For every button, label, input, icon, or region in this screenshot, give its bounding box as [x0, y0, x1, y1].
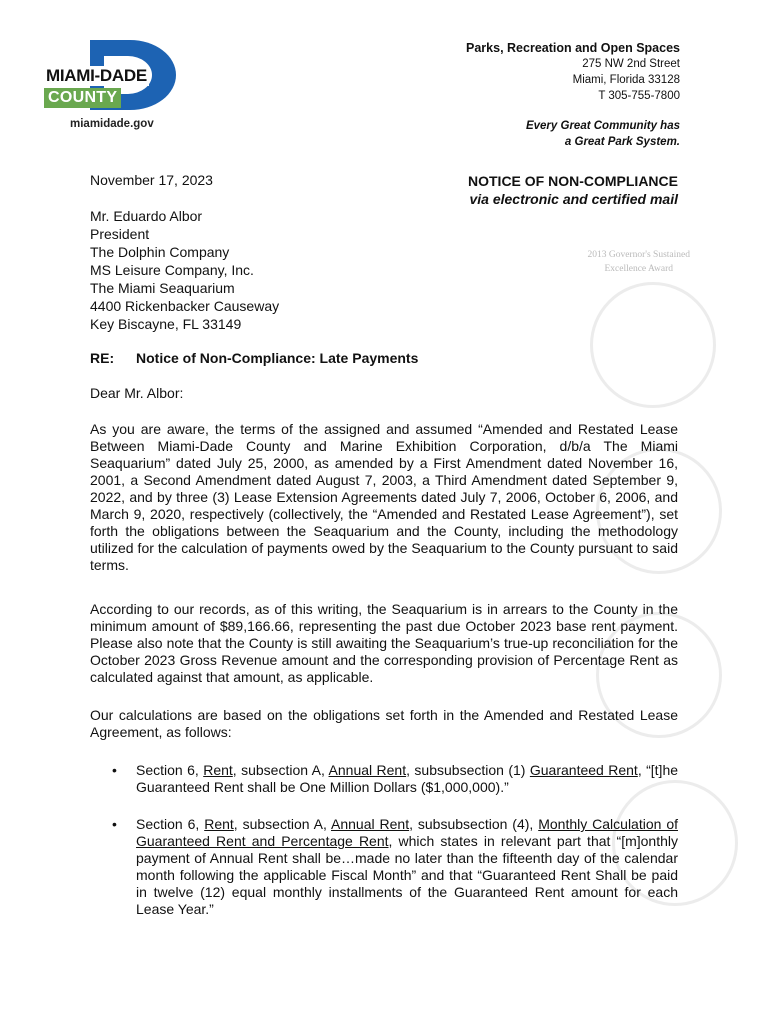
- text-segment: , subsection A,: [232, 762, 329, 778]
- list-item: [112, 816, 678, 918]
- text-segment: , subsubsection (4),: [409, 816, 539, 832]
- department-city: Miami, Florida 33128: [572, 74, 680, 86]
- obligations-list: [112, 762, 678, 938]
- text-segment: , “[t]he Guaranteed Rent shall be One Million Dollars ($1,000,000).”: [136, 762, 679, 795]
- address-line: Mr. Eduardo Albor: [90, 208, 203, 224]
- text-segment: , subsection A,: [233, 816, 332, 832]
- tagline: [526, 118, 680, 150]
- letter-date: November 17, 2023: [90, 172, 213, 188]
- logo-name: MIAMI-DADE: [46, 66, 147, 85]
- text-segment: , which states in relevant part that “[m]onthly payment of Annual Rent shall be…made no later than the fifteenth day of the calendar month following the applicable Fiscal Month” and that “Guaranteed Rent Shall be paid in twelve (12) equal monthly installments of the Guaranteed Rent amount for each Lease Year.”: [136, 833, 678, 917]
- notice-title: NOTICE OF NON-COMPLIANCE: [468, 173, 678, 189]
- underlined-term: Guaranteed Rent: [529, 762, 638, 778]
- underlined-term: Rent: [204, 816, 234, 832]
- salutation: Dear Mr. Albor:: [90, 385, 184, 401]
- miami-dade-logo: [44, 40, 184, 110]
- sterling-council-seal-icon: [590, 282, 716, 408]
- bullet-icon: •: [112, 816, 117, 832]
- address-line: Key Biscayne, FL 33149: [90, 316, 242, 332]
- tagline-line-2: a Great Park System.: [564, 136, 680, 148]
- text-segment: , subsubsection (1): [406, 762, 530, 778]
- address-line: The Dolphin Company: [90, 244, 230, 260]
- address-line: President: [90, 226, 150, 242]
- award-watermark: [587, 248, 690, 276]
- address-line: MS Leisure Company, Inc.: [90, 262, 254, 278]
- department-street: 275 NW 2nd Street: [582, 58, 680, 70]
- subject-line: [90, 350, 418, 366]
- underlined-term: Monthly Calculation of Guaranteed Rent and Percentage Rent: [136, 816, 678, 849]
- subject-label: RE:: [90, 350, 115, 366]
- text-segment: Section 6,: [136, 762, 204, 778]
- department-name: Parks, Recreation and Open Spaces: [466, 41, 680, 55]
- underlined-term: Annual Rent: [328, 762, 407, 778]
- subject-text: Notice of Non-Compliance: Late Payments: [136, 350, 419, 366]
- paragraph-calculations: Our calculations are based on the obligations set forth in the Amended and Restated Lease Agreement, as follows:: [90, 707, 678, 740]
- text-segment: Section 6,: [136, 816, 205, 832]
- address-line: The Miami Seaquarium: [90, 280, 235, 296]
- tagline-line-1: Every Great Community has: [525, 120, 680, 132]
- underlined-term: Rent: [203, 762, 233, 778]
- award-line-1: 2013 Governor's Sustained: [587, 250, 690, 260]
- department-phone: T 305-755-7800: [598, 90, 680, 102]
- bullet-text: [136, 762, 678, 795]
- award-line-2: Excellence Award: [604, 264, 673, 274]
- underlined-term: Annual Rent: [331, 816, 410, 832]
- paragraph-lease-terms: As you are aware, the terms of the assigned and assumed “Amended and Restated Lease Between Miami-Dade County and Marine Exhibition Corporation, d/b/a The Miami Seaquarium” dated July 25, 2000, as amended by a First Amendment dated November 16, 2001, a Second Amendment dated August 7, 2003, a Third Amendment dated September 9, 2022, and by three (3) Lease Extension Agreements dated July 7, 2006, October 6, 2006, and March 9, 2020, respectively (collectively, the “Amended and Restated Lease Agreement”), set forth the obligations between the Seaquarium and the County, including the methodology utilized for the calculation of payments owed by the Seaquarium to the County pursuant to said terms.: [90, 421, 678, 573]
- paragraph-arrears: According to our records, as of this writing, the Seaquarium is in arrears to the County in the minimum amount of $89,166.66, representing the past due October 2023 base rent payment. Please also note that the County is still awaiting the Seaquarium’s true-up reconciliation for the October 2023 Gross Revenue amount and the corresponding provision of Percentage Rent as calculated against that amount, as applicable.: [90, 601, 678, 685]
- notice-heading: [468, 172, 678, 208]
- bullet-text: [136, 816, 678, 917]
- website-link[interactable]: miamidade.gov: [70, 118, 154, 130]
- notice-subtitle: via electronic and certified mail: [469, 191, 678, 207]
- department-address: [466, 40, 680, 104]
- recipient-address: [90, 207, 279, 333]
- bullet-icon: •: [112, 762, 117, 778]
- list-item: [112, 762, 678, 796]
- address-line: 4400 Rickenbacker Causeway: [90, 298, 280, 314]
- logo-county: COUNTY: [44, 88, 121, 108]
